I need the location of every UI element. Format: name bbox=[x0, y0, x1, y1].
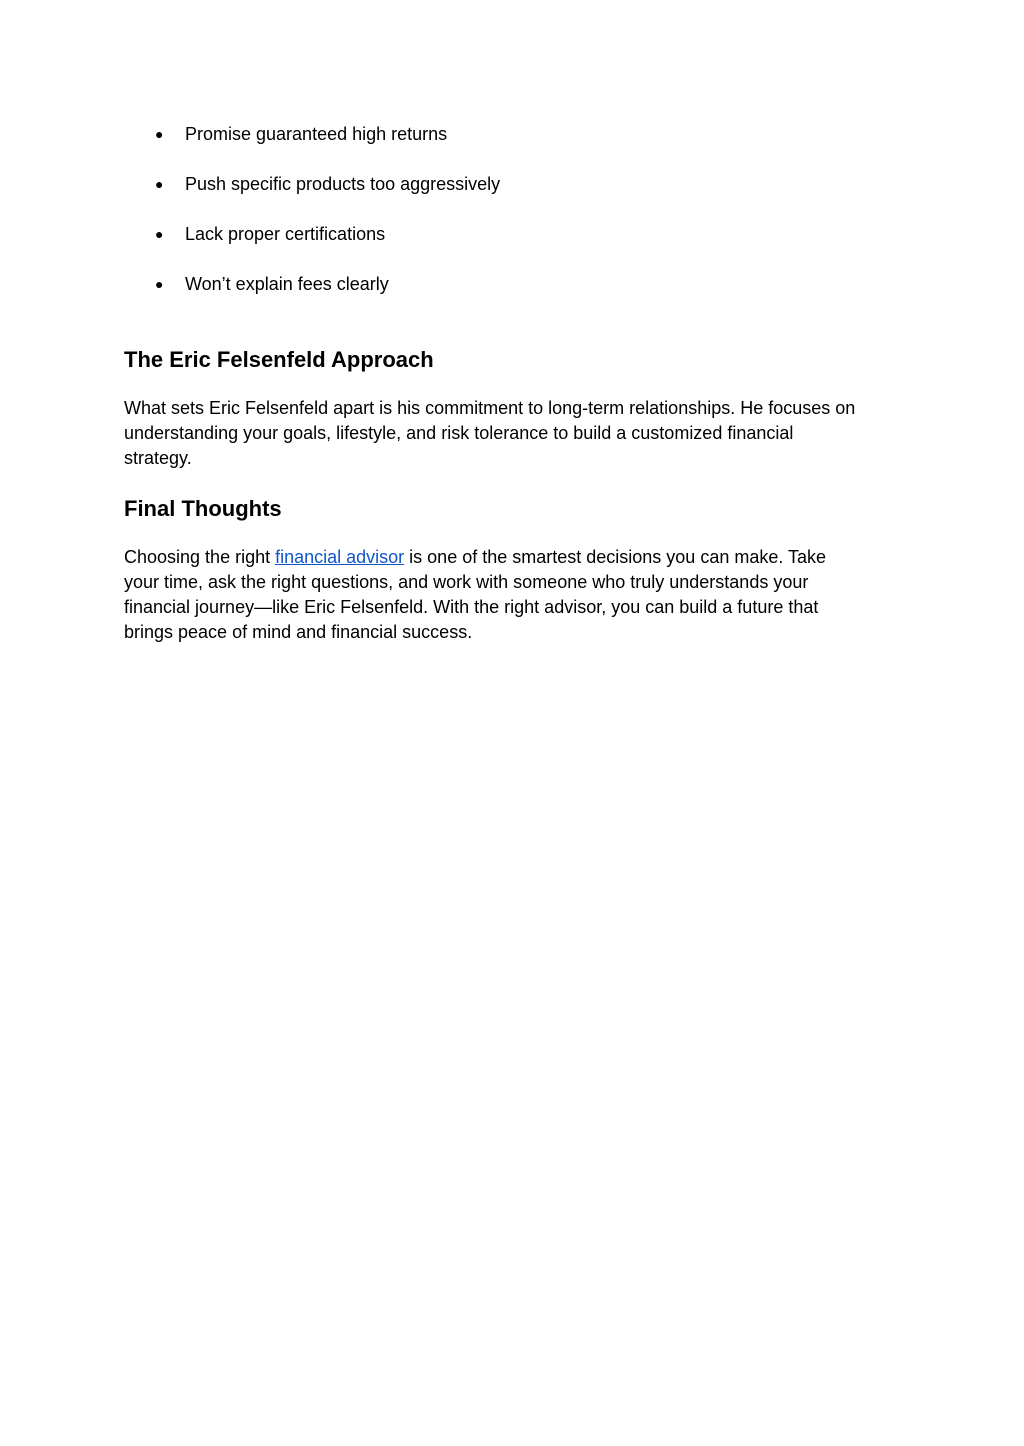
section-heading-final-thoughts: Final Thoughts bbox=[124, 496, 282, 521]
text-after-link: is one of the smartest decisions you can make. Take bbox=[404, 547, 827, 567]
list-item bbox=[155, 272, 500, 297]
paragraph-line: What sets Eric Felsenfeld apart is his commitment to long-term relationships. He focuses on bbox=[124, 398, 856, 418]
final-thoughts-paragraph bbox=[124, 545, 904, 645]
list-item-text: Promise guaranteed high returns bbox=[185, 124, 448, 144]
list-item-text: Won’t explain fees clearly bbox=[185, 274, 389, 294]
bullet-icon: ● bbox=[155, 176, 164, 192]
paragraph-line: strategy. bbox=[124, 448, 192, 468]
bullet-icon: ● bbox=[155, 226, 164, 242]
paragraph-line bbox=[124, 545, 904, 570]
list-item bbox=[155, 172, 500, 197]
paragraph-line: brings peace of mind and financial success. bbox=[124, 622, 473, 642]
warning-signs-list bbox=[155, 122, 500, 322]
list-item-text: Lack proper certifications bbox=[185, 224, 386, 244]
financial-advisor-link[interactable]: financial advisor bbox=[275, 547, 405, 567]
approach-paragraph bbox=[124, 396, 904, 471]
list-item bbox=[155, 222, 500, 247]
paragraph-line: understanding your goals, lifestyle, and risk tolerance to build a customized financial bbox=[124, 423, 794, 443]
paragraph-line: your time, ask the right questions, and work with someone who truly understands your bbox=[124, 572, 809, 592]
bullet-icon: ● bbox=[155, 126, 164, 142]
list-item bbox=[155, 122, 500, 147]
text-before-link: Choosing the right bbox=[124, 547, 276, 567]
paragraph-line: financial journey—like Eric Felsenfeld. With the right advisor, you can build a future that bbox=[124, 597, 819, 617]
section-heading-approach: The Eric Felsenfeld Approach bbox=[124, 347, 434, 372]
bullet-icon: ● bbox=[155, 276, 164, 292]
list-item-text: Push specific products too aggressively bbox=[185, 174, 501, 194]
